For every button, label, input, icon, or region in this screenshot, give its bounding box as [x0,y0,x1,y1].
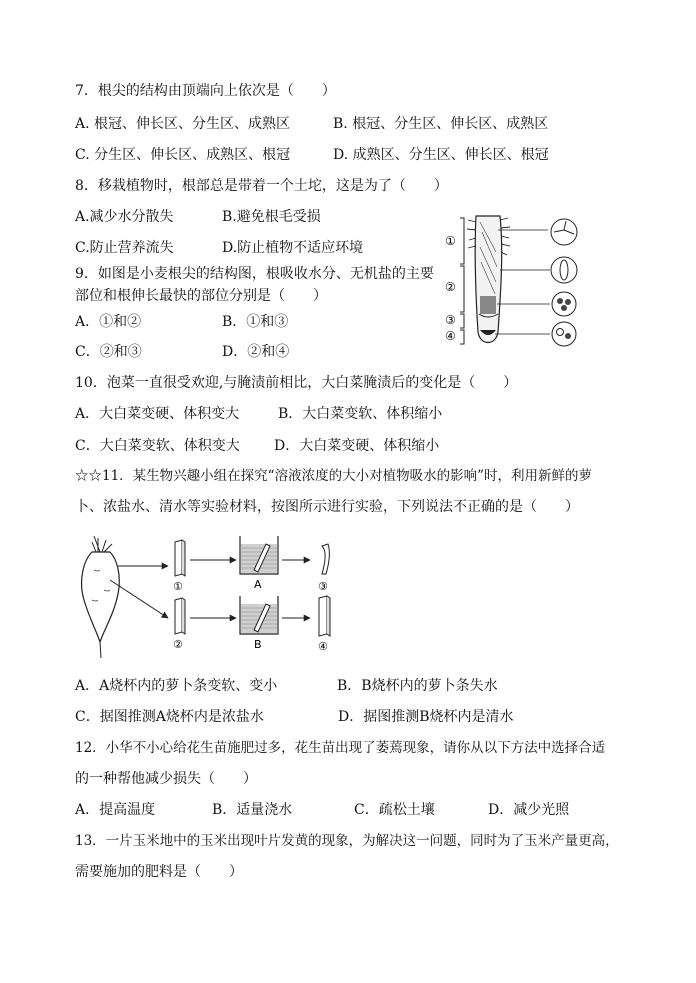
q9-stem-line1: 9．如图是小麦根尖的结构图，根吸收水分、无机盐的主要 [75,266,434,282]
root-tip-figure [440,212,600,352]
q7-stem: 7．根尖的结构由顶端向上依次是（ ） [75,83,336,99]
q11-option-b: B．B烧杯内的萝卜条失水 [337,678,498,694]
q12-option-c: C．疏松土壤 [354,802,435,818]
q7-option-b: B. 根冠、分生区、伸长区、成熟区 [333,116,549,132]
beaker-label-b: B [254,638,262,651]
q10-option-c: C．大白菜变软、体积变大 [75,438,240,454]
q7-option-d: D. 成熟区、分生区、伸长区、根冠 [333,147,549,163]
q10-option-a: A．大白菜变硬、体积变大 [75,406,240,422]
q10-stem: 10．泡菜一直很受欢迎,与腌渍前相比，大白菜腌渍后的变化是（ ） [75,375,518,391]
q12-stem-line2: 的一种帮他减少损失（ ） [75,771,257,787]
q12-option-d: D．减少光照 [488,802,570,818]
q7-option-a: A. 根冠、伸长区、分生区、成熟区 [75,116,291,132]
q12-option-a: A．提高温度 [75,802,156,818]
q10-option-d: D．大白菜变硬、体积缩小 [274,438,440,454]
q9-stem-line2: 部位和根伸长最快的部位分别是（ ） [75,288,327,304]
root-label-3: ③ [445,313,456,327]
q12-stem-line1: 12．小华不小心给花生苗施肥过多，花生苗出现了萎蔫现象，请你从以下方法中选择合适 [75,740,606,756]
q8-option-d: D.防止植物不适应环境 [222,240,364,256]
q9-option-c: C．②和③ [75,344,142,360]
q11-stem-line2: 卜、浓盐水、清水等实验材料，按图所示进行实验，下列说法不正确的是（ ） [75,499,579,515]
q10-option-b: B．大白菜变软、体积缩小 [278,406,443,422]
strip-label-3: ③ [318,580,328,593]
q9-option-b: B．①和③ [222,314,289,330]
q11-option-d: D．据图推测B烧杯内是清水 [338,709,514,725]
strip-label-4: ④ [318,640,328,653]
q7-option-c: C. 分生区、伸长区、成熟区、根冠 [75,147,291,163]
q9-option-d: D．②和④ [222,344,290,360]
q11-option-a: A．A烧杯内的萝卜条变软、变小 [75,678,278,694]
q8-stem: 8．移栽植物时，根部总是带着一个土坨，这是为了（ ） [75,178,448,194]
radish-experiment-figure [70,530,360,665]
root-label-2: ② [445,280,456,294]
q13-stem-line1: 13．一片玉米地中的玉米出现叶片发黄的现象，为解决这一问题，同时为了玉米产量更高， [75,833,619,849]
q12-option-b: B．适量浇水 [212,802,293,818]
q9-option-a: A．①和② [75,314,142,330]
q8-option-b: B.避免根毛受损 [222,209,321,225]
q13-stem-line2: 需要施加的肥料是（ ） [75,864,243,880]
beaker-label-a: A [254,578,262,591]
strip-label-1: ① [173,580,183,593]
q8-option-a: A.减少水分散失 [75,209,174,225]
q11-option-c: C．据图推测A烧杯内是浓盐水 [75,709,264,725]
q11-stem-line1: ☆☆11．某生物兴趣小组在探究“溶液浓度的大小对植物吸水的影响”时，利用新鲜的萝 [75,468,592,484]
strip-label-2: ② [173,638,183,651]
q8-option-c: C.防止营养流失 [75,240,174,256]
root-label-1: ① [445,234,456,248]
root-label-4: ④ [445,329,456,343]
